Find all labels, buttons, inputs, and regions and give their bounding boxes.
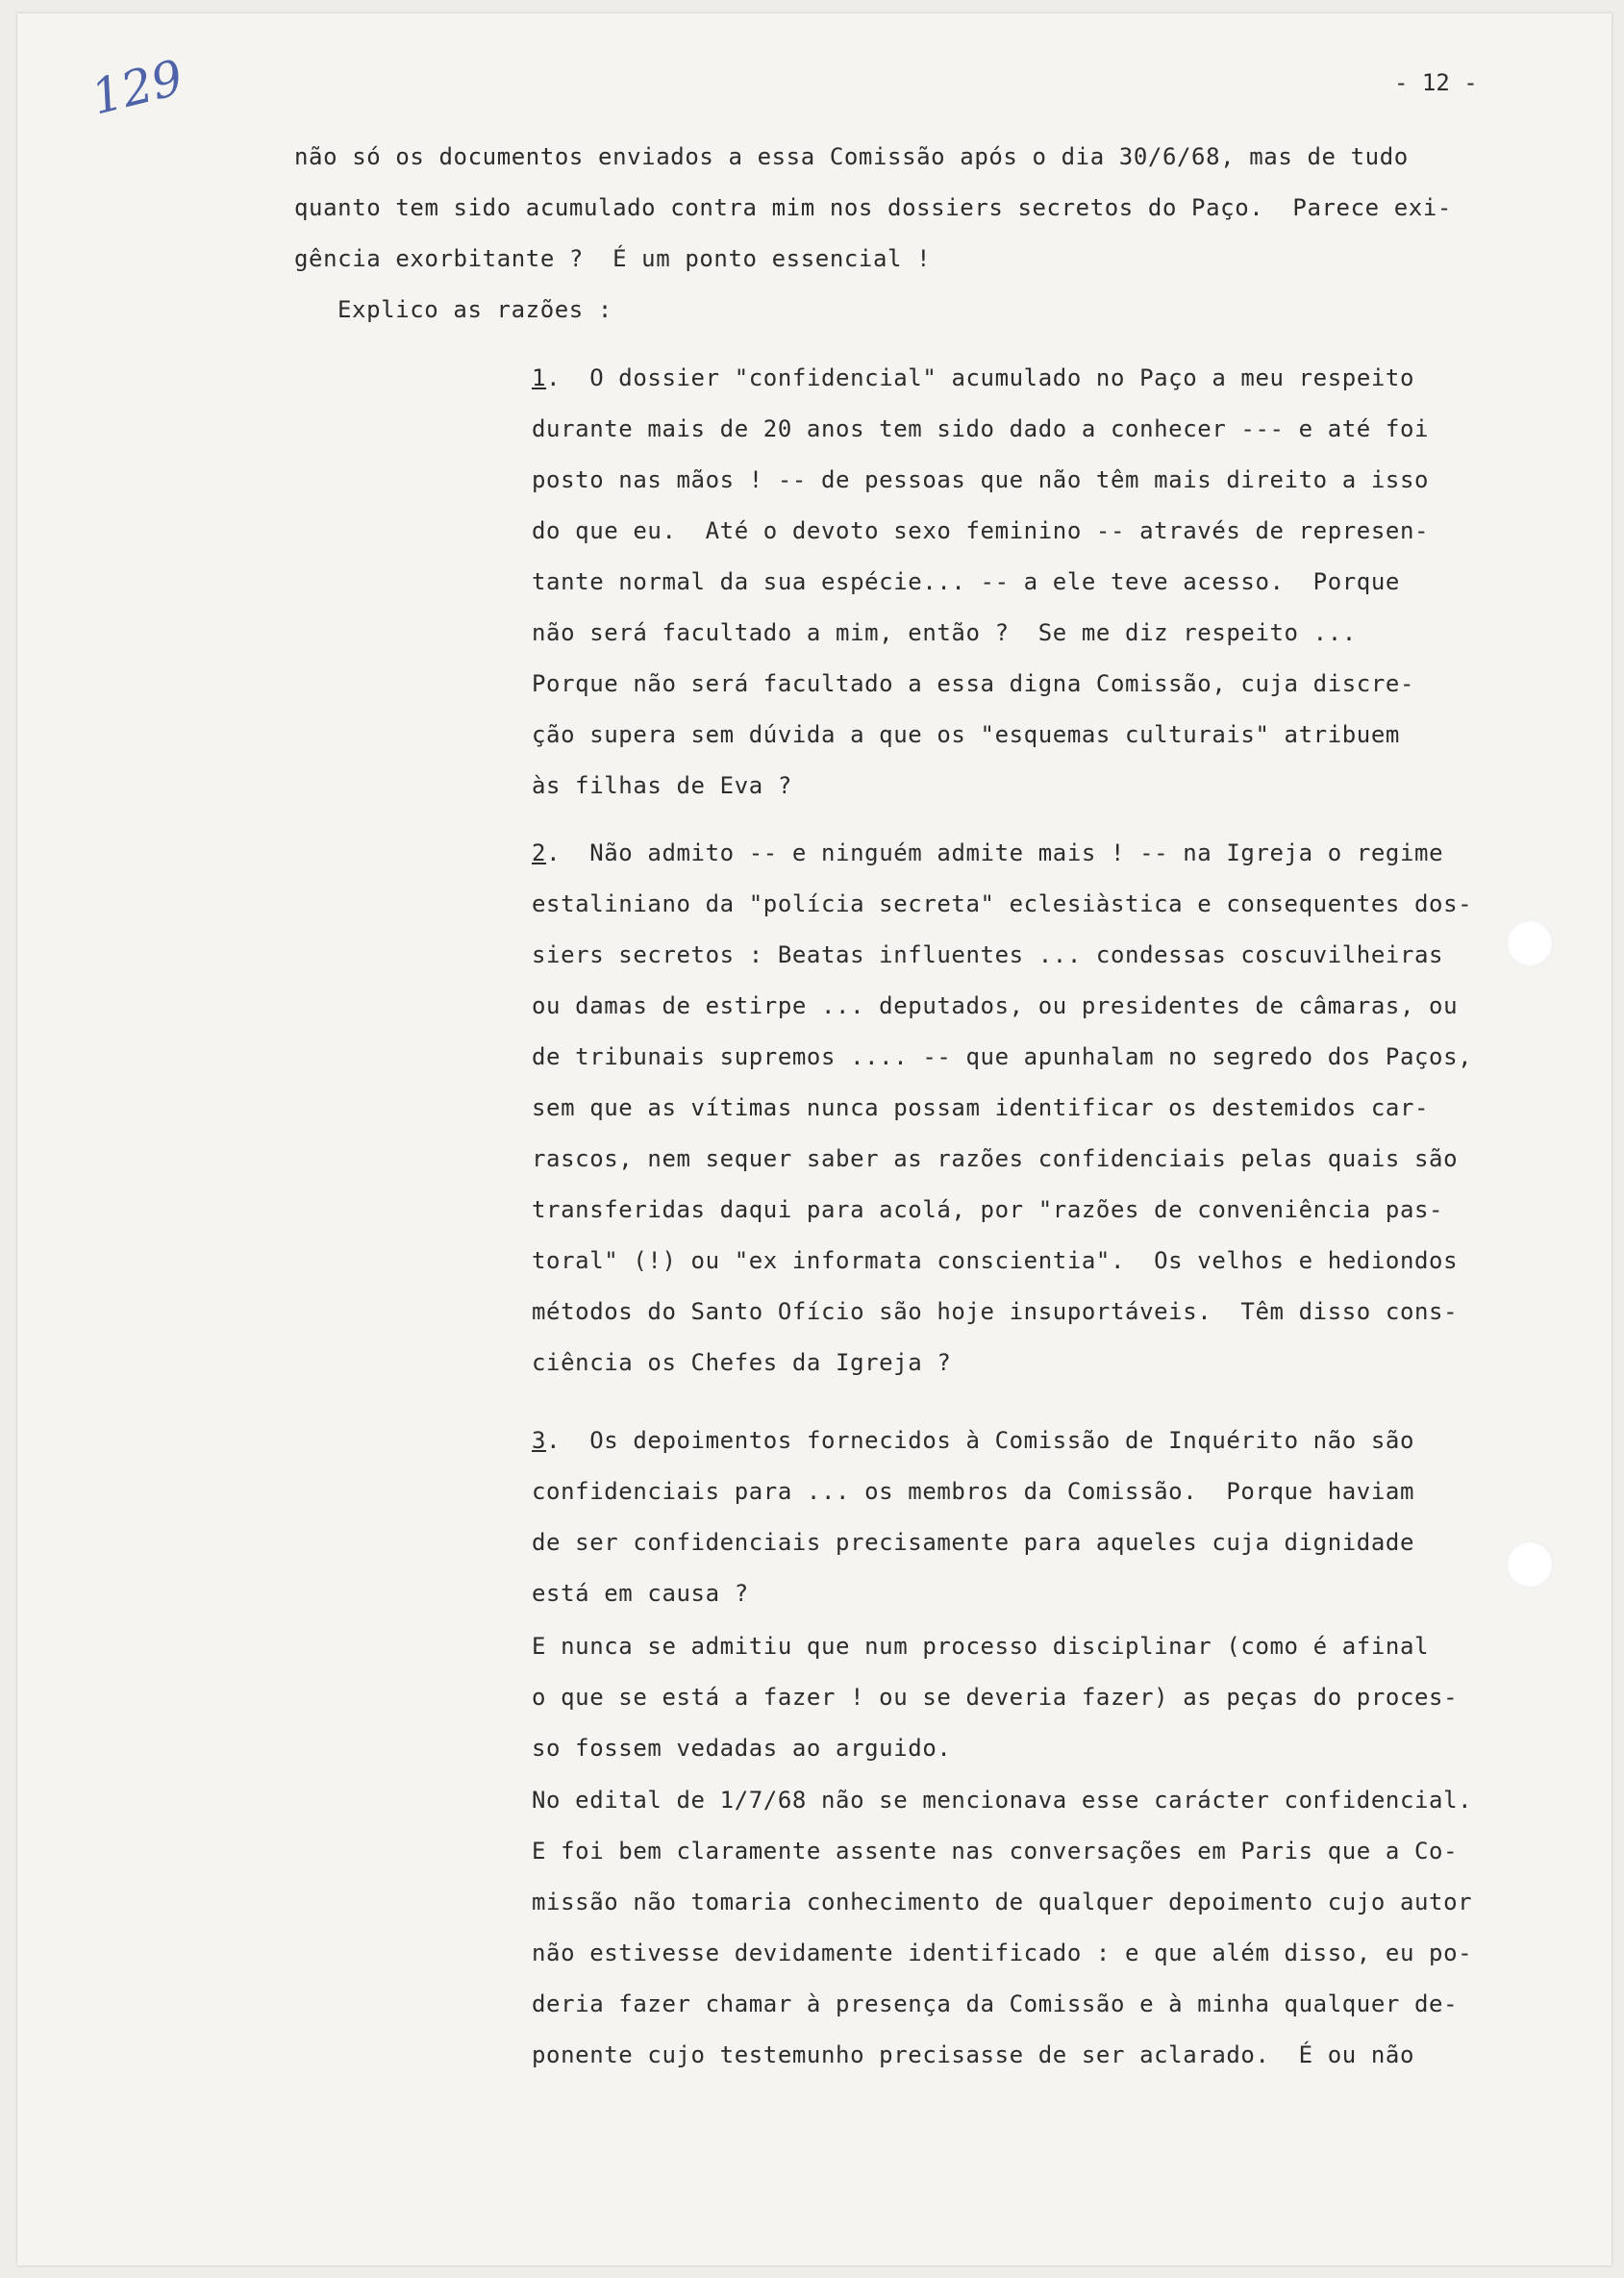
text-line: confidenciais para ... os membros da Comissão. Porque haviam — [532, 1478, 1415, 1505]
text-line: não só os documentos enviados a essa Comissão após o dia 30/6/68, mas de tudo — [294, 143, 1409, 170]
paragraph-3-line: 3. Os depoimentos fornecidos à Comissão de Inquérito não são — [532, 1427, 1415, 1454]
text-line: Porque não será facultado a essa digna Comissão, cuja discre- — [532, 670, 1415, 697]
paragraph-number: 2 — [532, 839, 547, 866]
text-line: de tribunais supremos .... -- que apunhalam no segredo dos Paços, — [532, 1043, 1473, 1070]
text-line: não estivesse devidamente identificado : e que além disso, eu po- — [532, 1940, 1473, 1966]
paragraph-number: 3 — [532, 1427, 547, 1454]
text-line: está em causa ? — [532, 1580, 749, 1607]
text-line: durante mais de 20 anos tem sido dado a conhecer --- e até foi — [532, 415, 1430, 442]
text-line: do que eu. Até o devoto sexo feminino -- através de represen- — [532, 517, 1430, 544]
binder-hole-top — [1506, 919, 1554, 967]
text-line: missão não tomaria conhecimento de qualquer depoimento cujo autor — [532, 1889, 1473, 1915]
text-line: E foi bem claramente assente nas conversações em Paris que a Co- — [532, 1838, 1459, 1865]
paragraph-2-line: 2. Não admito -- e ninguém admite mais ! -- na Igreja o regime — [532, 839, 1444, 866]
page-number: - 12 - — [1394, 69, 1478, 96]
text-line: deria fazer chamar à presença da Comissão e à minha qualquer de- — [532, 1990, 1459, 2017]
text-line: gência exorbitante ? É um ponto essencial ! — [294, 245, 932, 272]
text-line: tante normal da sua espécie... -- a ele teve acesso. Porque — [532, 568, 1400, 595]
text-line: ponente cujo testemunho precisasse de ser aclarado. É ou não — [532, 2041, 1415, 2068]
text-line: so fossem vedadas ao arguido. — [532, 1735, 952, 1762]
text-line: No edital de 1/7/68 não se mencionava esse carácter confidencial. — [532, 1787, 1473, 1814]
text-line: quanto tem sido acumulado contra mim nos dossiers secretos do Paço. Parece exi- — [294, 194, 1452, 221]
text-line: transferidas daqui para acolá, por "razões de conveniência pas- — [532, 1196, 1444, 1223]
text-line: sem que as vítimas nunca possam identificar os destemidos car- — [532, 1094, 1430, 1121]
text-line: ciência os Chefes da Igreja ? — [532, 1349, 952, 1376]
text-line: o que se está a fazer ! ou se deveria fazer) as peças do proces- — [532, 1684, 1459, 1711]
binder-hole-bottom — [1506, 1540, 1554, 1589]
text-line: não será facultado a mim, então ? Se me diz respeito ... — [532, 619, 1357, 646]
text-line: às filhas de Eva ? — [532, 772, 792, 799]
text-line: Explico as razões : — [337, 296, 612, 323]
text-line: rascos, nem sequer saber as razões confidenciais pelas quais são — [532, 1145, 1459, 1172]
paragraph-number: 1 — [532, 364, 547, 391]
document-page — [17, 13, 1612, 2265]
text-line: toral" (!) ou "ex informata conscientia". Os velhos e hediondos — [532, 1247, 1459, 1274]
text-line: de ser confidenciais precisamente para aqueles cuja dignidade — [532, 1529, 1415, 1556]
text-line: siers secretos : Beatas influentes ... condessas coscuvilheiras — [532, 941, 1444, 968]
text-line: E nunca se admitiu que num processo disciplinar (como é afinal — [532, 1633, 1430, 1660]
text-line: ou damas de estirpe ... deputados, ou presidentes de câmaras, ou — [532, 992, 1459, 1019]
text-line: estaliniano da "polícia secreta" eclesiàstica e consequentes dos- — [532, 890, 1473, 917]
text-line: ção supera sem dúvida a que os "esquemas culturais" atribuem — [532, 721, 1400, 748]
text-line: posto nas mãos ! -- de pessoas que não têm mais direito a isso — [532, 466, 1430, 493]
handwritten-folio-number: 129 — [86, 49, 189, 126]
paragraph-1-line: 1. O dossier "confidencial" acumulado no Paço a meu respeito — [532, 364, 1415, 391]
text-line: métodos do Santo Ofício são hoje insuportáveis. Têm disso cons- — [532, 1298, 1459, 1325]
